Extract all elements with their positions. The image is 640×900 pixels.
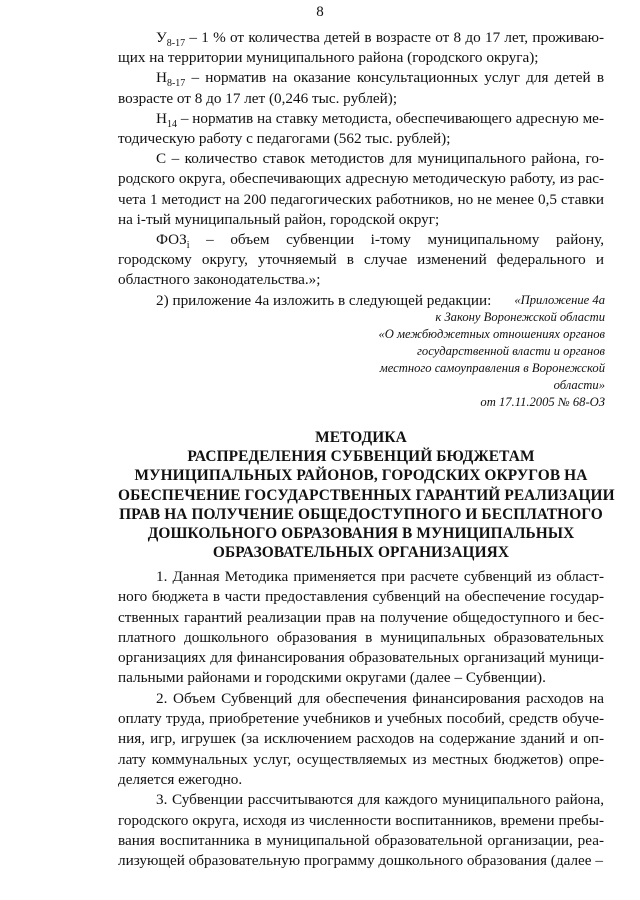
definition-subscript: 8-17 bbox=[166, 78, 186, 90]
document-title bbox=[118, 428, 615, 562]
title-line: РАСПРЕДЕЛЕНИЯ СУБВЕНЦИЙ БЮДЖЕТАМ bbox=[187, 448, 535, 466]
paragraph-3: 3. Субвенции рассчитываются для каждого муниципального района, городского округа, исходя из численности воспитанников, времени пребывания воспитанника в муниципальной образовательной организации, реализующей образовательную программу дошкольного образования (далее – bbox=[118, 791, 604, 870]
definition-symbol: Н bbox=[156, 69, 167, 87]
methodology-body bbox=[118, 567, 604, 871]
definition-text: – объем субвенции i-тому муниципальному району, городскому округу, уточняемый в случае изменений федерального и областного законодательства.»; bbox=[118, 231, 604, 289]
definition-subscript: i bbox=[186, 240, 190, 252]
definition-foz bbox=[118, 230, 604, 291]
appendix-line: государственной власти и органов bbox=[416, 344, 605, 358]
definition-text: – норматив на оказание консультационных услуг для детей в возрасте от 8 до 17 лет (0,246 тыс. рублей); bbox=[118, 69, 604, 107]
definition-n14 bbox=[118, 109, 604, 149]
definition-symbol: ФОЗ bbox=[156, 231, 187, 249]
definition-u817 bbox=[118, 28, 604, 68]
title-line: ПРАВ НА ПОЛУЧЕНИЕ ОБЩЕДОСТУПНОГО И БЕСПЛАТНОГО bbox=[119, 505, 603, 523]
definition-n817 bbox=[118, 68, 604, 108]
appendix-line: «Приложение 4а bbox=[514, 293, 605, 307]
definition-subscript: 8-17 bbox=[166, 38, 186, 50]
appendix-line: от 17.11.2005 № 68-ОЗ bbox=[480, 395, 605, 409]
definition-text: – 1 % от количества детей в возрасте от 8 до 17 лет, проживающих на территории муниципального района (городского округа); bbox=[118, 29, 604, 67]
appendix-header bbox=[300, 292, 605, 411]
title-line: ОБЕСПЕЧЕНИЕ ГОСУДАРСТВЕННЫХ ГАРАНТИЙ РЕАЛИЗАЦИИ bbox=[118, 486, 615, 504]
definition-symbol: Н bbox=[156, 109, 167, 127]
title-line: ДОШКОЛЬНОГО ОБРАЗОВАНИЯ В МУНИЦИПАЛЬНЫХ bbox=[147, 525, 575, 543]
paragraph-2: 2. Объем Субвенций для обеспечения финансирования расходов на оплату труда, приобретение учебников и учебных пособий, средств обучения, игр, игрушек (за исключением расходов на содержание зданий и оплату коммунальных услуг, осуществляемых из местных бюджетов) определяется ежегодно. bbox=[118, 689, 604, 788]
appendix-line: местного самоуправления в Воронежской bbox=[379, 361, 605, 375]
appendix-line: к Закону Воронежской области bbox=[435, 310, 605, 324]
item-2-text: 2) приложение 4а изложить в следующей редакции: bbox=[156, 291, 492, 309]
page-number: 8 bbox=[316, 4, 324, 20]
title-line: ОБРАЗОВАТЕЛЬНЫХ ОРГАНИЗАЦИЯХ bbox=[212, 544, 510, 562]
definition-subscript: 14 bbox=[166, 118, 177, 130]
definition-text: – норматив на ставку методиста, обеспечивающего адресную методическую работу с педагогами (562 тыс. рублей); bbox=[118, 109, 604, 148]
title-line: МУНИЦИПАЛЬНЫХ РАЙОНОВ, ГОРОДСКИХ ОКРУГОВ НА bbox=[134, 467, 588, 485]
definition-text: – количество ставок методистов для муниципального района, городского округа, обеспечивающих адресную методическую работу, из расчета 1 методист на 200 педагогических работников, но не менее 0,5 ставки на i-тый муниципальный район, городской округ; bbox=[118, 150, 604, 228]
appendix-line: «О межбюджетных отношениях органов bbox=[378, 327, 605, 341]
title-line: МЕТОДИКА bbox=[315, 429, 407, 446]
definition-c bbox=[118, 149, 604, 230]
appendix-line: области» bbox=[553, 378, 605, 392]
definition-symbol: С bbox=[156, 150, 167, 168]
definition-symbol: У bbox=[156, 29, 167, 46]
definitions-block bbox=[118, 28, 604, 311]
paragraph-1: 1. Данная Методика применяется при расчете субвенций из областного бюджета в части предоставления субвенций на обеспечение государственных гарантий реализации прав на получение общедоступного и бесплатного дошкольного образования в муниципальных образовательных организациях для финансирования образовательных организаций муниципальными районами и городскими округами (далее – Субвенции). bbox=[118, 568, 604, 687]
